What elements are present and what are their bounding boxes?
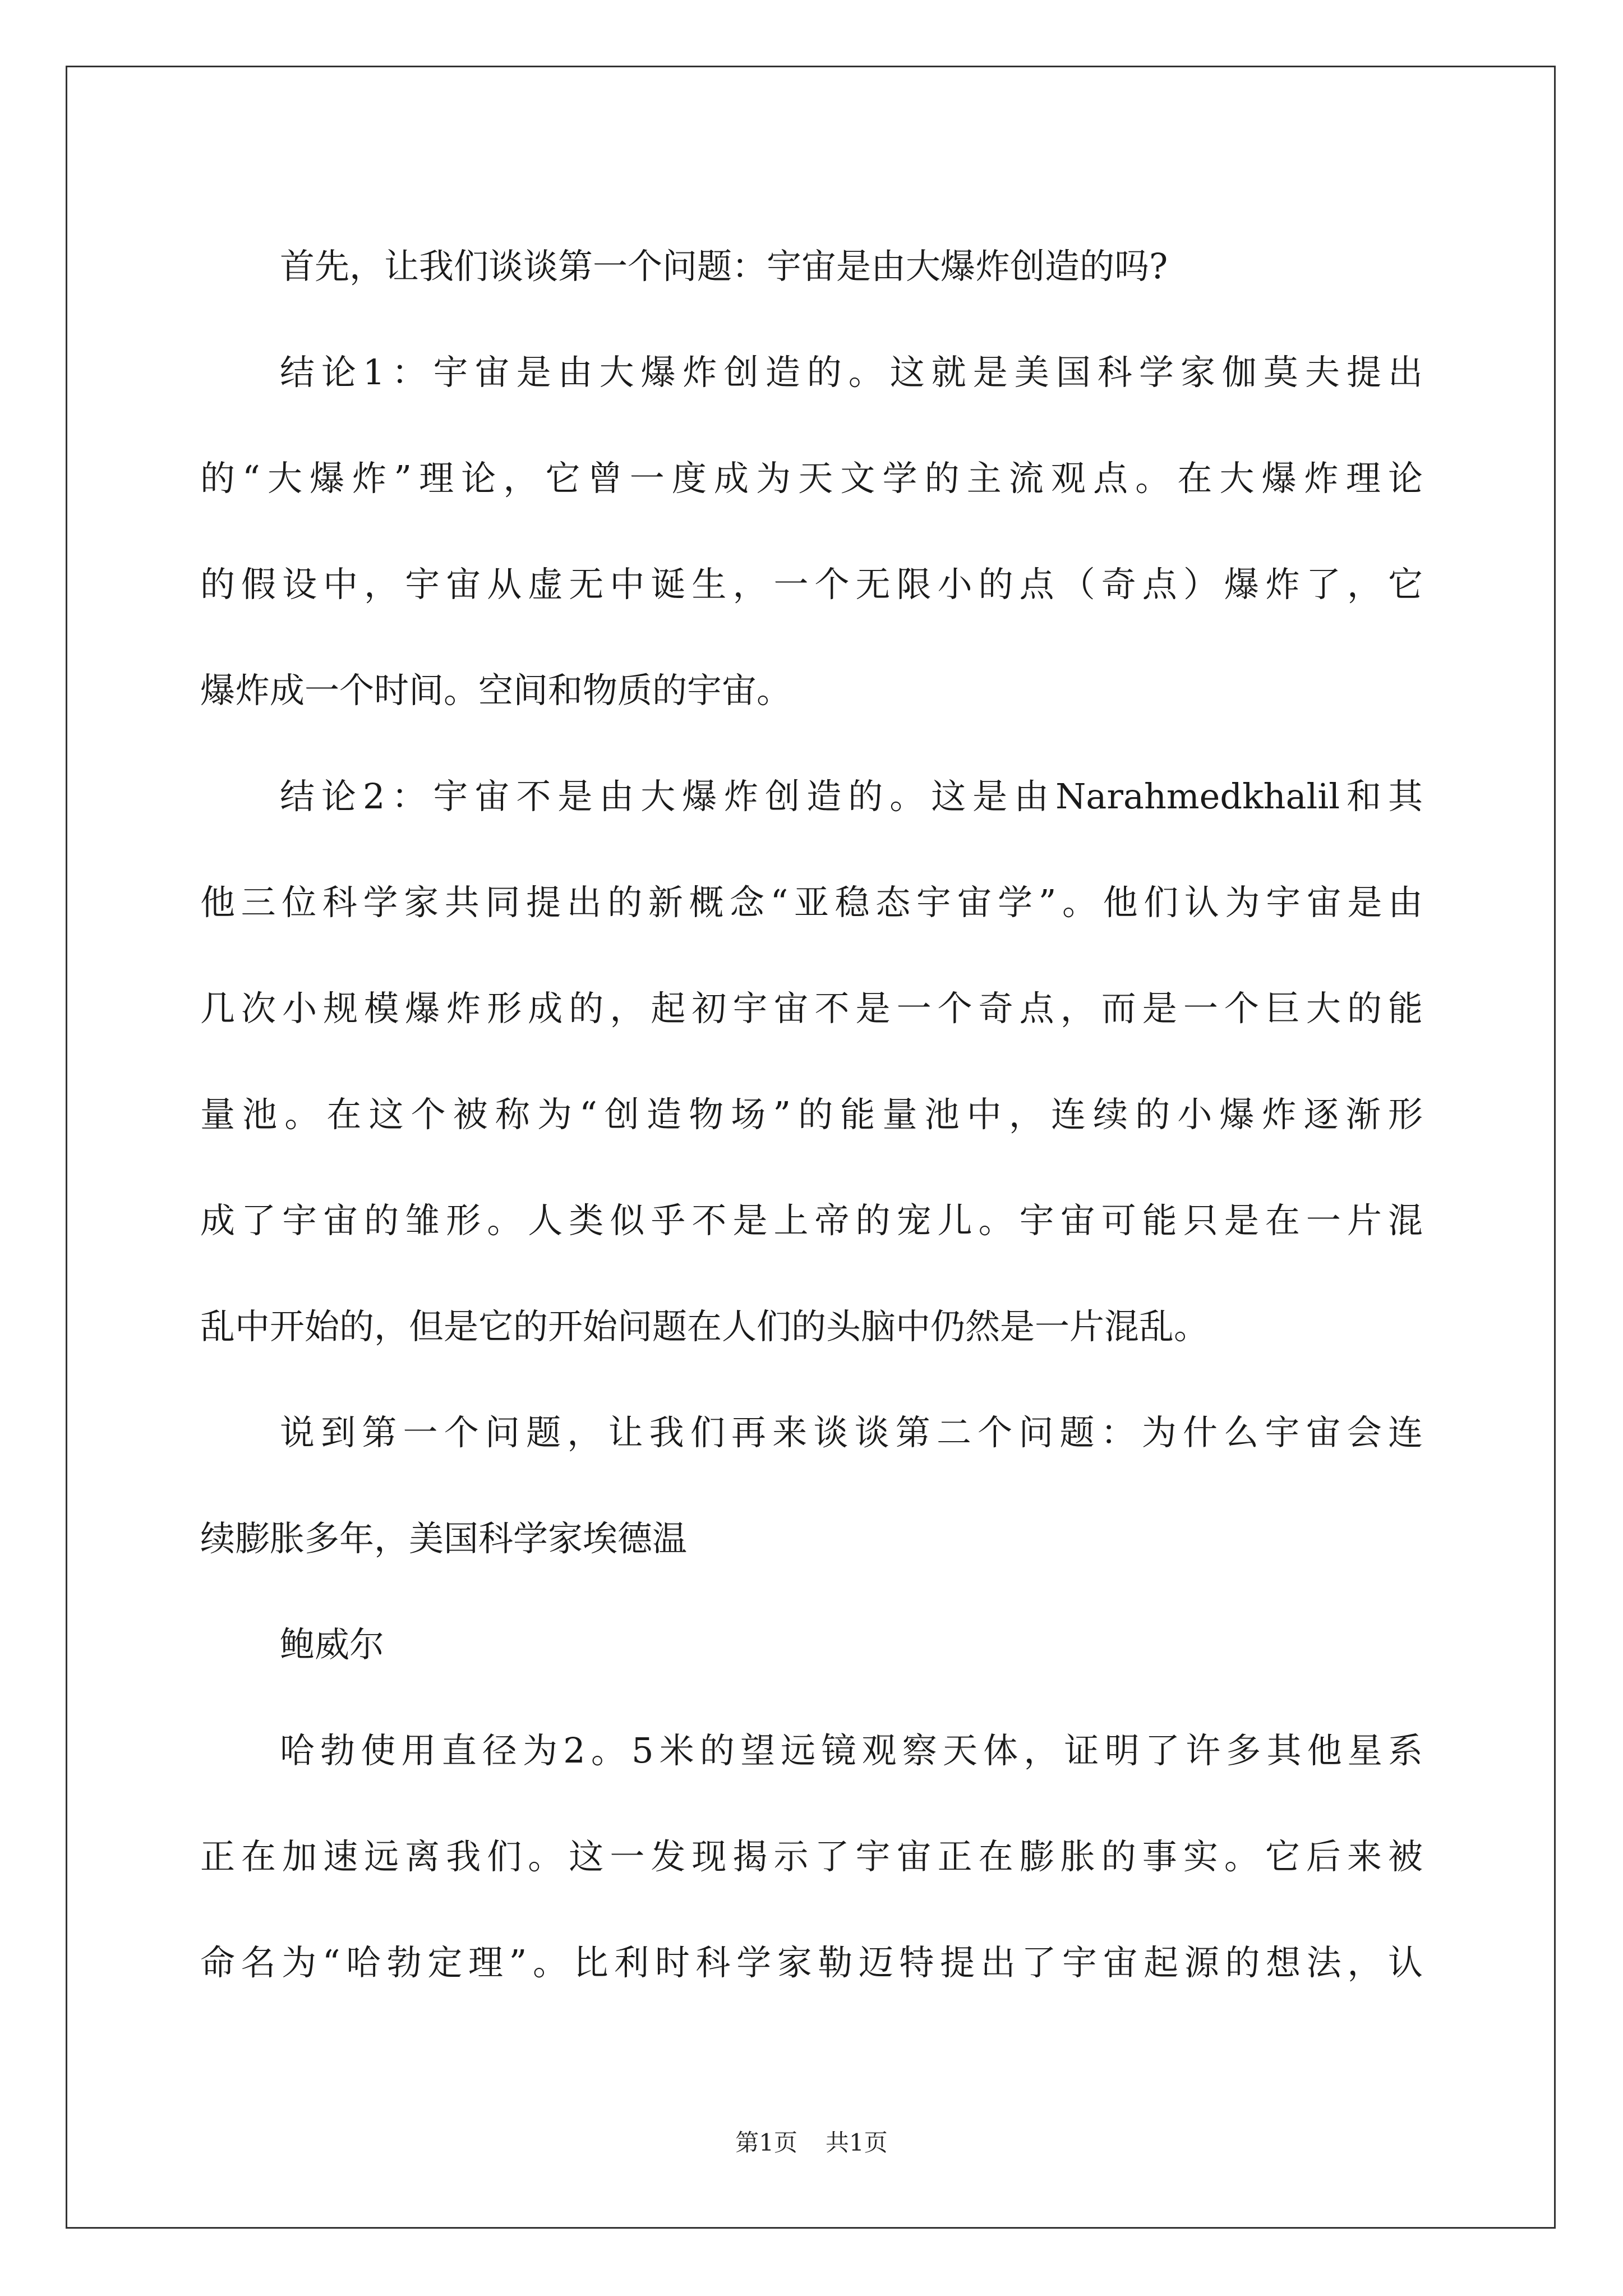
paragraph-line: 结论1：宇宙是由大爆炸创造的。这就是美国科学家伽莫夫提出 xyxy=(280,352,1423,393)
paragraph-line: 爆炸成一个时间。空间和物质的宇宙。 xyxy=(200,670,792,711)
document-body xyxy=(200,213,1423,2016)
paragraph-line: 命名为“哈勃定理”。比利时科学家勒迈特提出了宇宙起源的想法，认 xyxy=(200,1942,1423,1983)
paragraph-line: 他三位科学家共同提出的新概念“亚稳态宇宙学”。他们认为宇宙是由 xyxy=(200,882,1423,923)
paragraph-line: 结论2：宇宙不是由大爆炸创造的。这是由Narahmedkhalil和其 xyxy=(280,776,1423,817)
paragraph-line: 几次小规模爆炸形成的，起初宇宙不是一个奇点，而是一个巨大的能 xyxy=(200,988,1423,1029)
paragraph-line: 的“大爆炸”理论，它曾一度成为天文学的主流观点。在大爆炸理论 xyxy=(200,458,1423,499)
paragraph-line: 续膨胀多年，美国科学家埃德温 xyxy=(200,1518,688,1559)
paragraph-line: 哈勃使用直径为2。5米的望远镜观察天体，证明了许多其他星系 xyxy=(280,1730,1423,1771)
paragraph-line: 乱中开始的，但是它的开始问题在人们的头脑中仍然是一片混乱。 xyxy=(200,1306,1209,1347)
paragraph-line: 成了宇宙的雏形。人类似乎不是上帝的宠儿。宇宙可能只是在一片混 xyxy=(200,1200,1423,1241)
page-total: 共1页 xyxy=(826,2129,888,2156)
paragraph-line: 首先，让我们谈谈第一个问题：宇宙是由大爆炸创造的吗? xyxy=(280,246,1168,287)
paragraph-line: 鲍威尔 xyxy=(280,1624,385,1665)
page-footer xyxy=(0,2126,1623,2160)
page-number: 第1页 xyxy=(735,2129,797,2156)
paragraph-line: 的假设中，宇宙从虚无中诞生，一个无限小的点（奇点）爆炸了，它 xyxy=(200,564,1423,605)
paragraph-line: 量池。在这个被称为“创造物场”的能量池中，连续的小爆炸逐渐形 xyxy=(200,1094,1423,1135)
paragraph-line: 正在加速远离我们。这一发现揭示了宇宙正在膨胀的事实。它后来被 xyxy=(200,1836,1423,1877)
paragraph-line: 说到第一个问题，让我们再来谈谈第二个问题：为什么宇宙会连 xyxy=(280,1412,1423,1453)
